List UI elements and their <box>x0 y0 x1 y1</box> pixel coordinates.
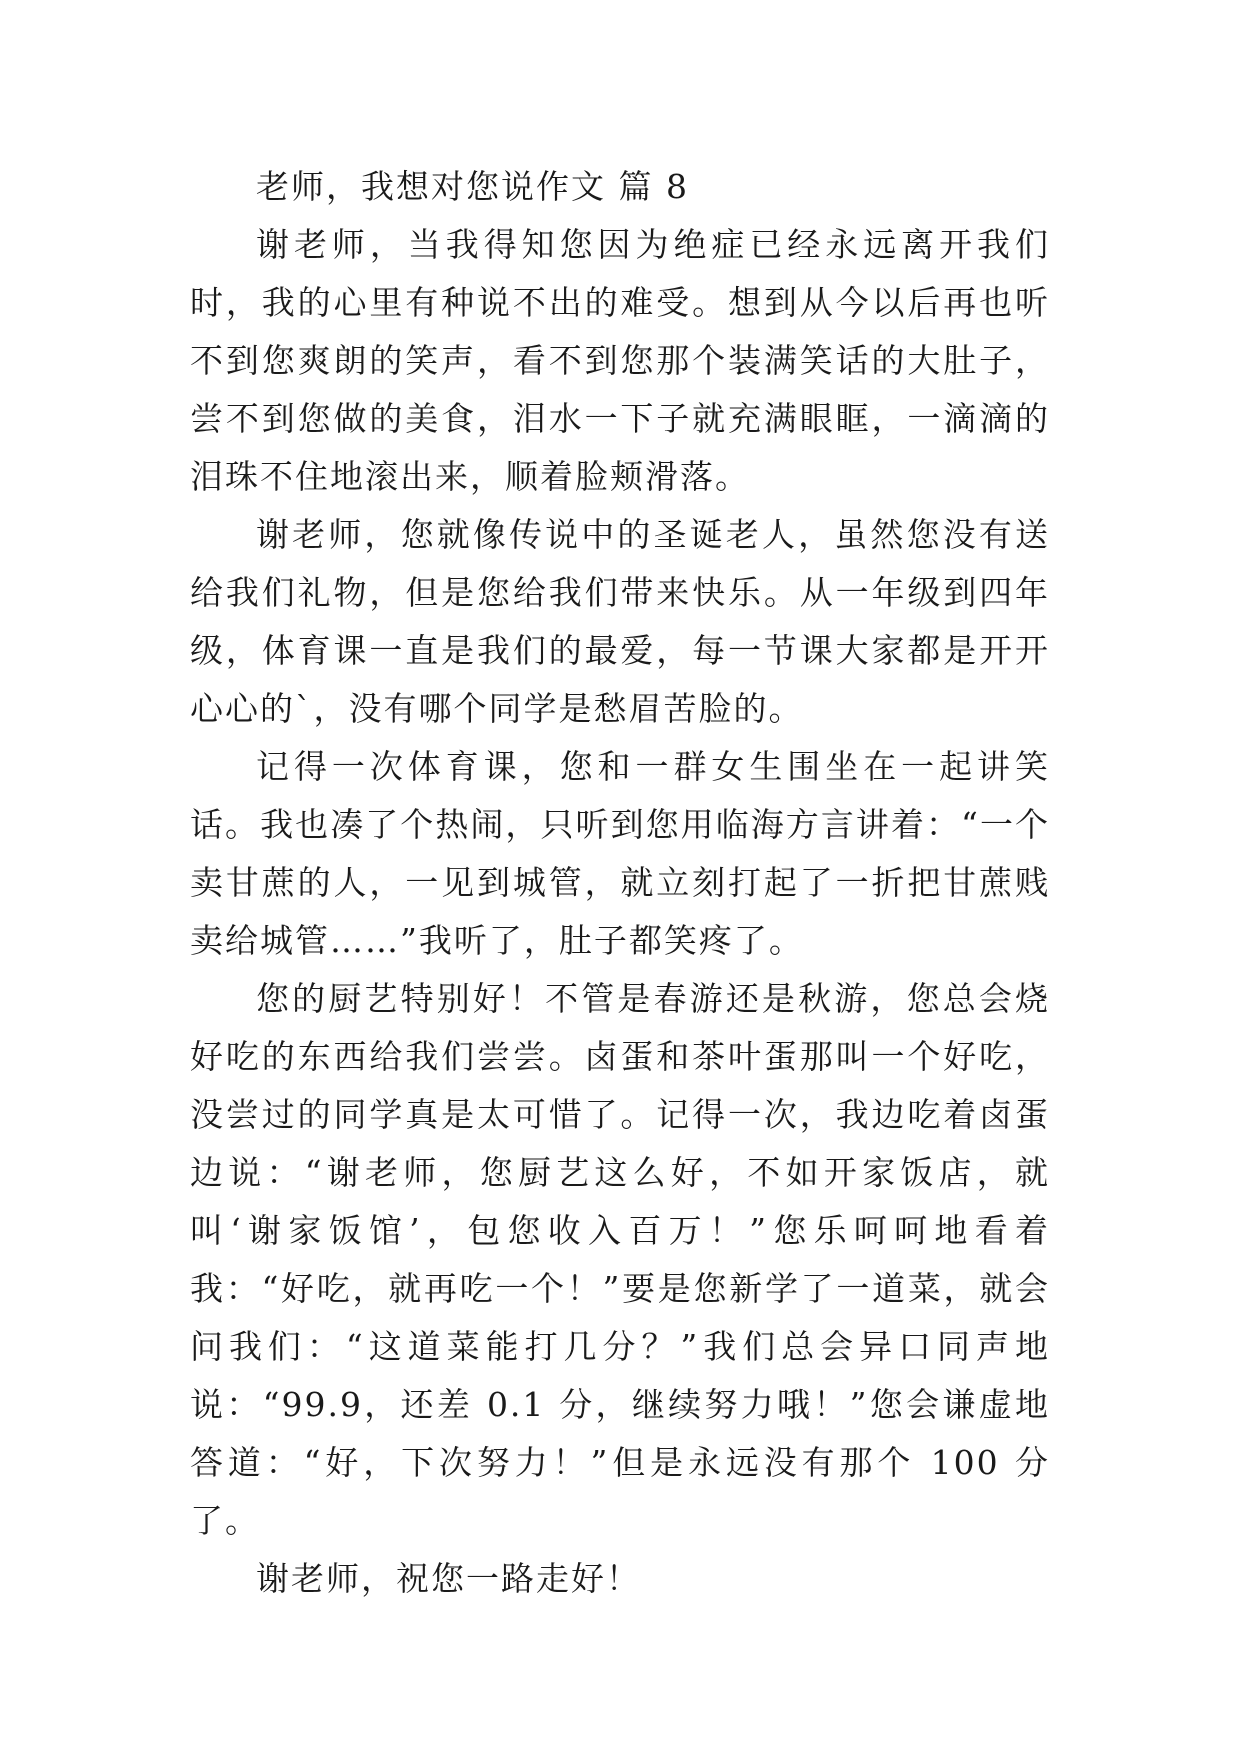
paragraph-3: 记得一次体育课，您和一群女生围坐在一起讲笑话。我也凑了个热闹，只听到您用临海方言讲着：“一个卖甘蔗的人，一见到城管，就立刻打起了一折把甘蔗贱卖给城管……”我听了，肚子都笑疼了。 <box>190 747 1050 960</box>
paragraph-5: 谢老师，祝您一路走好！ <box>256 1559 641 1598</box>
paragraph-1: 谢老师，当我得知您因为绝症已经永远离开我们时，我的心里有种说不出的难受。想到从今以后再也听不到您爽朗的笑声，看不到您那个装满笑话的大肚子，尝不到您做的美食，泪水一下子就充满眼眶，一滴滴的泪珠不住地滚出来，顺着脸颊滑落。 <box>190 225 1050 496</box>
paragraph-4: 您的厨艺特别好！不管是春游还是秋游，您总会烧好吃的东西给我们尝尝。卤蛋和茶叶蛋那叫一个好吃，没尝过的同学真是太可惜了。记得一次，我边吃着卤蛋边说：“谢老师，您厨艺这么好，不如开家饭店，就叫‘谢家饭馆’，包您收入百万！”您乐呵呵地看着我：“好吃，就再吃一个！”要是您新学了一道菜，就会问我们：“这道菜能打几分？”我们总会异口同声地说：“99.9，还差 0.1 分，继续努力哦！”您会谦虚地答道：“好，下次努力！”但是永远没有那个 100 分了。 <box>190 979 1050 1540</box>
paragraph-2: 谢老师，您就像传说中的圣诞老人，虽然您没有送给我们礼物，但是您给我们带来快乐。从一年级到四年级，体育课一直是我们的最爱，每一节课大家都是开开心心的`，没有哪个同学是愁眉苦脸的。 <box>190 515 1050 728</box>
document-title: 老师，我想对您说作文 篇 8 <box>256 167 689 206</box>
document-body <box>190 158 1050 1608</box>
